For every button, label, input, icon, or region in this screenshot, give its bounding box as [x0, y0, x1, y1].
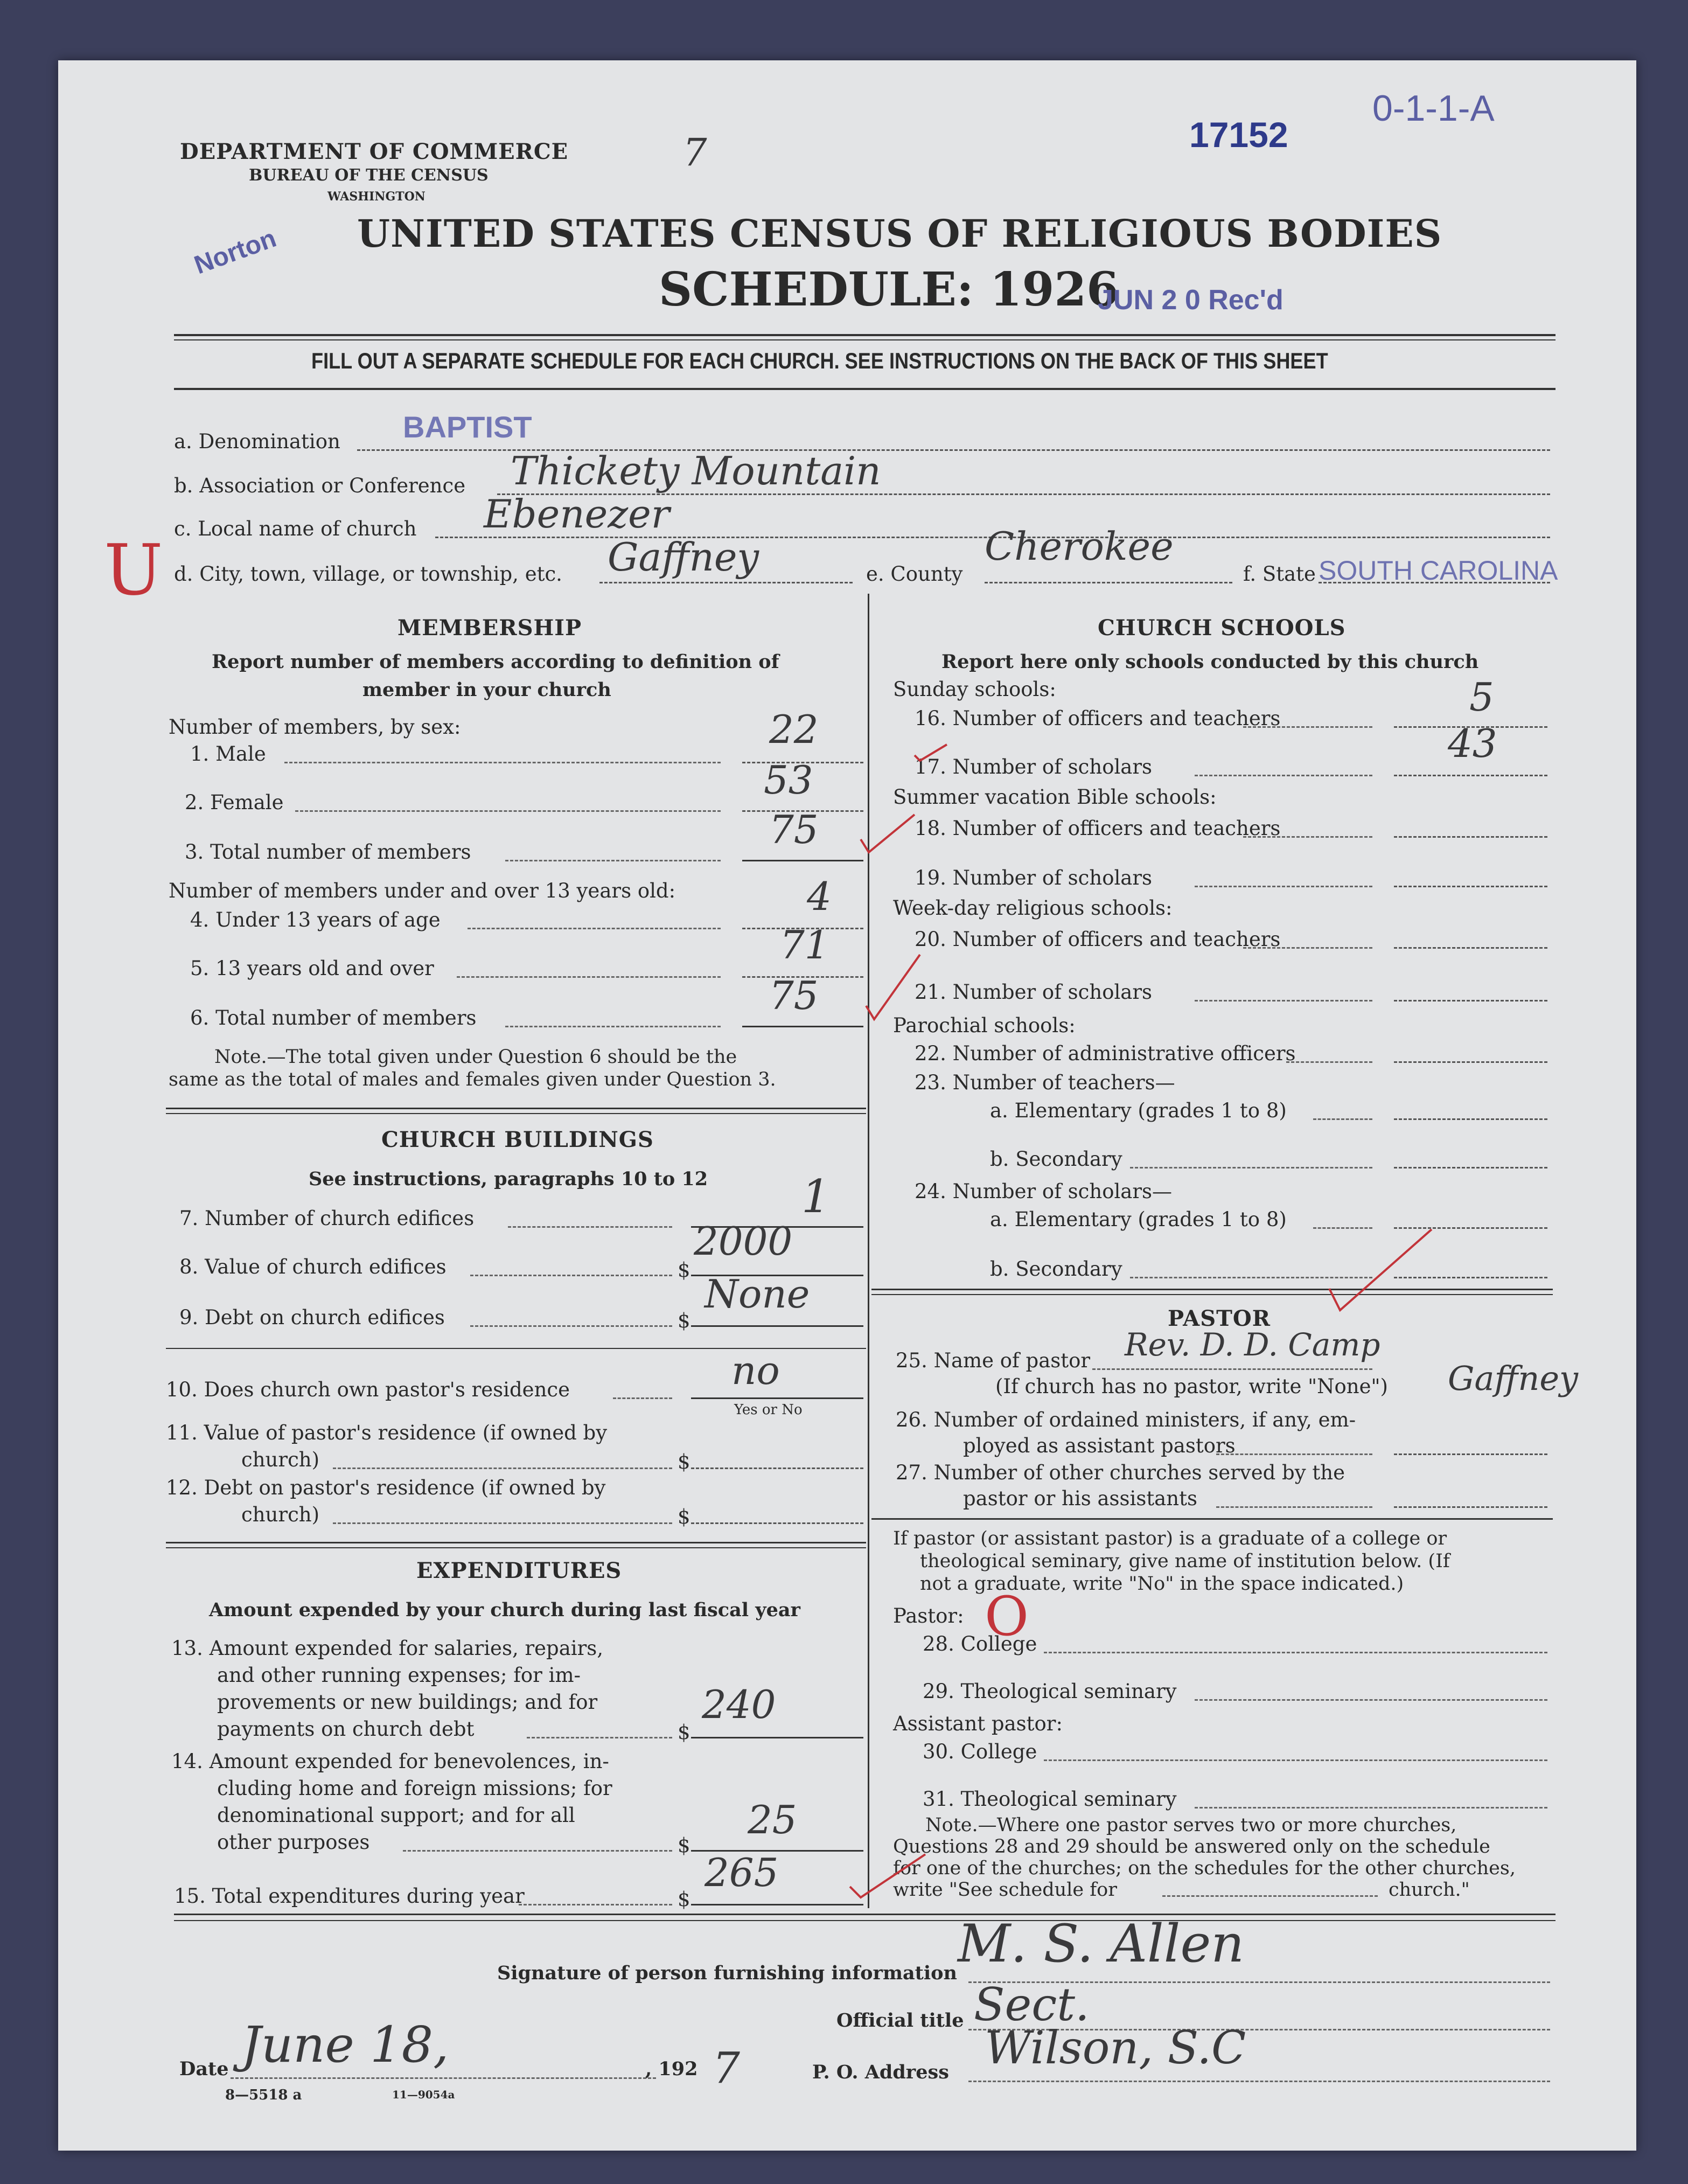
membership-subtitle-2: member in your church	[362, 679, 611, 701]
q29-label: 29. Theological seminary	[923, 1680, 1177, 1703]
q17-label: 17. Number of scholars	[915, 755, 1153, 778]
q16-label: 16. Number of officers and teachers	[915, 707, 1281, 730]
graduate-note-3: not a graduate, write "No" in the space indicated.)	[920, 1573, 1404, 1595]
q17-value: 43	[1448, 721, 1497, 766]
signature-label: Signature of person furnishing information	[497, 1962, 957, 1984]
q7-edifices-value: 1	[801, 1170, 831, 1223]
q5-over13-value: 71	[780, 922, 829, 968]
q6-total-value: 75	[769, 973, 819, 1018]
q23-label: 23. Number of teachers—	[915, 1071, 1175, 1094]
local-name-value: Ebenezer	[484, 491, 670, 537]
q8-value: 2000	[694, 1219, 793, 1264]
q6-total-label: 6. Total number of members	[190, 1006, 477, 1030]
bureau-heading: BUREAU OF THE CENSUS	[249, 166, 489, 185]
check-mark-q15	[850, 1854, 925, 1897]
q26-label-1: 26. Number of ordained ministers, if any, em-	[896, 1408, 1356, 1431]
q7-edifices-label: 7. Number of church edifices	[179, 1207, 475, 1230]
pastor-note-3: for one of the churches; on the schedules for the other churches,	[893, 1858, 1516, 1879]
assistant-edu-label: Assistant pastor:	[893, 1712, 1063, 1735]
po-address-label: P. O. Address	[812, 2061, 949, 2083]
q13-label-2: and other running expenses; for im-	[217, 1664, 581, 1687]
received-stamp: JUN 2 0 Rec'd	[1098, 284, 1284, 316]
q13-label-3: provements or new buildings; and for	[217, 1691, 598, 1714]
members-by-age-label: Number of members under and over 13 years old:	[169, 879, 676, 902]
q2-female-label: 2. Female	[185, 791, 284, 814]
schools-title: CHURCH SCHOOLS	[1098, 615, 1346, 641]
q11-label-1: 11. Value of pastor's residence (if owned by	[166, 1421, 608, 1444]
yes-no-caption: Yes or No	[734, 1402, 803, 1418]
buildings-title: CHURCH BUILDINGS	[381, 1127, 654, 1152]
association-value: Thickety Mountain	[511, 448, 881, 493]
membership-title: MEMBERSHIP	[397, 615, 582, 641]
state-label: f. State	[1243, 562, 1316, 586]
q9-debt-label: 9. Debt on church edifices	[179, 1306, 445, 1329]
hand-number: 7	[683, 130, 707, 175]
q3-total-value: 75	[769, 807, 819, 852]
q4-under13-label: 4. Under 13 years of age	[190, 908, 441, 931]
q13-value: 240	[702, 1682, 776, 1727]
signature-value: M. S. Allen	[958, 1914, 1245, 1974]
q25-pastor-town: Gaffney	[1448, 1359, 1579, 1398]
q1-male-label: 1. Male	[190, 742, 266, 766]
check-mark-q17	[915, 745, 947, 761]
norton-stamp: Norton	[190, 224, 280, 280]
q14-label-4: other purposes	[217, 1831, 370, 1854]
pastor-note-5: church."	[1389, 1879, 1470, 1901]
q14-label-1: 14. Amount expended for benevolences, in-	[171, 1750, 609, 1773]
q23b-label: b. Secondary	[990, 1147, 1122, 1171]
association-label: b. Association or Conference	[174, 474, 466, 497]
city-value: Gaffney	[608, 534, 759, 580]
q14-value: 25	[748, 1797, 797, 1842]
q13-label-1: 13. Amount expended for salaries, repairs,	[171, 1637, 604, 1660]
membership-note-2: same as the total of males and females given under Question 3.	[169, 1069, 776, 1090]
q21-label: 21. Number of scholars	[915, 980, 1153, 1004]
q18-label: 18. Number of officers and teachers	[915, 817, 1281, 840]
sunday-schools-label: Sunday schools:	[893, 678, 1056, 701]
q25-label: 25. Name of pastor	[896, 1349, 1091, 1372]
weekday-schools-label: Week-day religious schools:	[893, 896, 1173, 920]
q22-label: 22. Number of administrative officers	[915, 1042, 1296, 1065]
summer-schools-label: Summer vacation Bible schools:	[893, 785, 1217, 809]
q28-value: O	[985, 1585, 1029, 1648]
q8-value-label: 8. Value of church edifices	[179, 1255, 447, 1278]
q15-dollar: $	[678, 1888, 690, 1911]
q27-label-1: 27. Number of other churches served by the	[896, 1461, 1345, 1484]
q4-under13-value: 4	[807, 874, 832, 919]
q25-note: (If church has no pastor, write "None")	[995, 1375, 1388, 1398]
check-mark-q6	[866, 955, 920, 1019]
print-number: 11—9054a	[392, 2088, 455, 2101]
q12-label-1: 12. Debt on pastor's residence (if owned by	[166, 1476, 606, 1499]
q24b-label: b. Secondary	[990, 1257, 1122, 1281]
pastor-edu-label: Pastor:	[893, 1604, 964, 1627]
serial-number: 17152	[1189, 115, 1288, 155]
q11-label-2: church)	[241, 1448, 320, 1471]
department-heading: DEPARTMENT OF COMMERCE	[180, 139, 569, 164]
q27-label-2: pastor or his assistants	[963, 1487, 1197, 1510]
q2-female-value: 53	[764, 757, 813, 803]
members-by-sex-label: Number of members, by sex:	[169, 715, 461, 739]
official-title-label: Official title	[836, 2009, 964, 2032]
instructions-banner: FILL OUT A SEPARATE SCHEDULE FOR EACH CHURCH. SEE INSTRUCTIONS ON THE BACK OF THIS SHEET	[311, 348, 1328, 373]
q19-label: 19. Number of scholars	[915, 866, 1153, 889]
local-name-label: c. Local name of church	[174, 517, 417, 540]
check-mark-pastor	[1329, 1229, 1432, 1310]
q16-value: 5	[1469, 674, 1494, 720]
q14-label-3: denominational support; and for all	[217, 1804, 575, 1827]
q11-dollar: $	[678, 1450, 690, 1473]
buildings-subtitle: See instructions, paragraphs 10 to 12	[309, 1168, 708, 1190]
form-number: 8—5518 a	[225, 2087, 302, 2103]
washington-heading: WASHINGTON	[327, 190, 426, 204]
margin-mark: U	[104, 529, 163, 611]
year-printed: , 192	[645, 2058, 698, 2080]
q30-label: 30. College	[923, 1740, 1037, 1763]
q5-over13-label: 5. 13 years old and over	[190, 957, 434, 980]
city-label: d. City, town, village, or township, etc.	[174, 562, 562, 586]
pastor-note-2: Questions 28 and 29 should be answered only on the schedule	[893, 1836, 1490, 1858]
county-value: Cherokee	[985, 524, 1174, 569]
q26-label-2: ployed as assistant pastors	[963, 1434, 1236, 1457]
denomination-label: a. Denomination	[174, 430, 340, 453]
pastor-title: PASTOR	[1168, 1306, 1271, 1331]
denomination-value: BAPTIST	[403, 410, 532, 444]
census-schedule-sheet	[58, 60, 1636, 2151]
expenditures-title: EXPENDITURES	[416, 1558, 622, 1583]
q24-label: 24. Number of scholars—	[915, 1180, 1173, 1203]
po-address-value: Wilson, S.C	[985, 2021, 1246, 2074]
schedule-title: SCHEDULE: 1926	[659, 262, 1119, 317]
date-value: June 18,	[241, 2016, 449, 2074]
official-title-value: Sect.	[974, 1978, 1090, 2031]
q28-label: 28. College	[923, 1632, 1037, 1656]
q10-residence-label: 10. Does church own pastor's residence	[166, 1378, 570, 1401]
form-title: UNITED STATES CENSUS OF RELIGIOUS BODIES	[357, 211, 1442, 256]
file-code: 0-1-1-A	[1372, 88, 1495, 129]
q20-label: 20. Number of officers and teachers	[915, 928, 1281, 951]
county-label: e. County	[866, 562, 963, 586]
pastor-note-1: Note.—Where one pastor serves two or more churches,	[925, 1814, 1457, 1836]
q25-pastor-name: Rev. D. D. Camp	[1125, 1326, 1380, 1363]
check-marks-overlay	[58, 60, 1636, 2151]
q23a-label: a. Elementary (grades 1 to 8)	[990, 1099, 1287, 1122]
q13-dollar: $	[678, 1721, 690, 1744]
date-label: Date	[179, 2058, 229, 2080]
graduate-note-2: theological seminary, give name of institution below. (If	[920, 1550, 1450, 1572]
q15-value: 265	[705, 1850, 779, 1895]
q24a-label: a. Elementary (grades 1 to 8)	[990, 1208, 1287, 1231]
membership-note-1: Note.—The total given under Question 6 should be the	[214, 1046, 737, 1068]
q10-residence-value: no	[731, 1348, 780, 1393]
membership-subtitle-1: Report number of members according to definition of	[212, 651, 779, 673]
q3-total-label: 3. Total number of members	[185, 840, 471, 864]
q15-label: 15. Total expenditures during year	[174, 1884, 525, 1908]
pastor-note-4: write "See schedule for	[893, 1879, 1117, 1901]
year-hand: 7	[713, 2043, 740, 2093]
q1-male-value: 22	[769, 707, 819, 752]
q8-dollar: $	[678, 1258, 690, 1282]
q31-label: 31. Theological seminary	[923, 1787, 1177, 1811]
q13-label-4: payments on church debt	[217, 1717, 475, 1741]
expenditures-subtitle: Amount expended by your church during last fiscal year	[209, 1599, 800, 1621]
q12-label-2: church)	[241, 1503, 320, 1526]
graduate-note-1: If pastor (or assistant pastor) is a graduate of a college or	[893, 1528, 1447, 1549]
parochial-schools-label: Parochial schools:	[893, 1014, 1076, 1037]
q9-dollar: $	[678, 1309, 690, 1332]
q14-label-2: cluding home and foreign missions; for	[217, 1777, 612, 1800]
state-value: SOUTH CAROLINA	[1319, 555, 1558, 586]
schools-subtitle: Report here only schools conducted by this church	[941, 651, 1479, 673]
check-mark-q3	[861, 815, 915, 852]
q14-dollar: $	[678, 1834, 690, 1857]
q12-dollar: $	[678, 1505, 690, 1528]
q9-debt-value: None	[705, 1271, 810, 1317]
